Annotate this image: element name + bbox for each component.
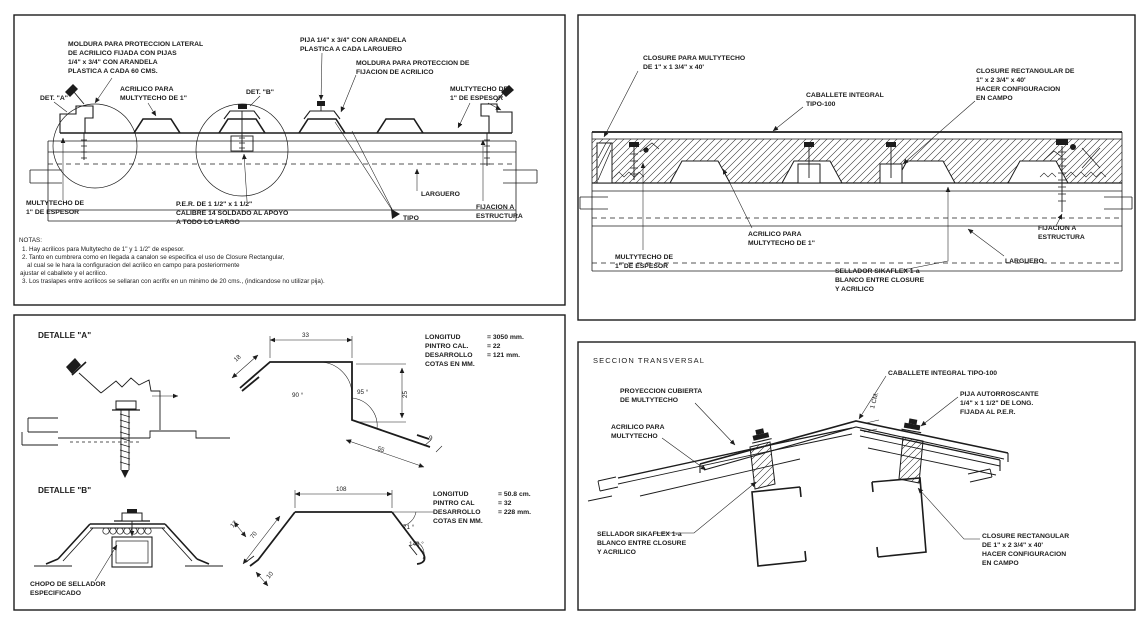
detalle-a-title: DETALLE "A" bbox=[38, 331, 92, 340]
label-chopo: ESPECIFICADO bbox=[30, 590, 81, 597]
spec-value: = 22 bbox=[487, 343, 501, 350]
panel-seccion-transversal bbox=[578, 342, 1135, 610]
note-line: 3. Los traslapes entre acrilicos se sellaran con acrifix en un minimo de 20 cms., (indicandose no utilizar pija). bbox=[22, 278, 325, 285]
label-fijacion: ESTRUCTURA bbox=[476, 213, 523, 220]
label-moldura-fijacion: FIJACION DE ACRILICO bbox=[356, 69, 434, 76]
bolt-head-icon bbox=[127, 509, 137, 513]
pija-head-icon bbox=[317, 101, 325, 106]
screw-head-icon bbox=[1056, 139, 1068, 145]
notes-title: NOTAS: bbox=[19, 237, 42, 244]
label-chopo: CHOPO DE SELLADOR bbox=[30, 581, 106, 588]
panel-detalles-frame bbox=[14, 315, 565, 610]
label-moldura-lateral: MOLDURA PARA PROTECCION LATERAL bbox=[68, 41, 204, 48]
spec-value: = 121 mm. bbox=[487, 352, 521, 359]
panel-cumbrera bbox=[578, 15, 1135, 320]
dim-pestana-a: 9 bbox=[429, 435, 433, 442]
bolt-dot-icon bbox=[643, 147, 648, 152]
label-multytecho: MULTYTECHO DE bbox=[615, 254, 674, 261]
label-multytecho-der: 1" DE ESPESOR bbox=[450, 95, 504, 102]
per-tube-section bbox=[112, 537, 152, 567]
dim-ceja-a: 18 bbox=[232, 353, 243, 364]
label-caballete: CABALLETE INTEGRAL TIPO-100 bbox=[888, 370, 998, 377]
dim-alma-a: 25 bbox=[402, 390, 409, 398]
spec-label: LONGITUD bbox=[425, 334, 461, 341]
label-sellador: Y ACRILICO bbox=[835, 286, 874, 293]
closure-blocks bbox=[749, 417, 923, 489]
dim-ceja2-b: 10 bbox=[265, 570, 276, 581]
label-multytecho-izq: 1" DE ESPESOR bbox=[26, 209, 80, 216]
label-acrilico: MULTYTECHO bbox=[611, 433, 658, 440]
screw-head-icon bbox=[804, 142, 814, 147]
label-fijacion: ESTRUCTURA bbox=[1038, 234, 1085, 241]
detalle-b-title: DETALLE "B" bbox=[38, 486, 92, 495]
label-acrilico: ACRILICO PARA bbox=[611, 424, 665, 431]
detalle-a-fastener-drawing bbox=[22, 358, 230, 478]
label-sellador: BLANCO ENTRE CLOSURE bbox=[597, 540, 687, 547]
purlin-beam bbox=[30, 141, 537, 221]
detail-b-cap-and-per bbox=[224, 104, 260, 152]
screw-head-icon bbox=[66, 358, 81, 374]
moldura-cap bbox=[304, 101, 340, 119]
label-tipo: TIPO bbox=[403, 215, 419, 222]
label-acrilico: MULTYTECHO DE 1" bbox=[120, 95, 187, 102]
label-pija-autorroscante: PIJA AUTORROSCANTE bbox=[960, 391, 1039, 398]
dim-ancho-b: 108 bbox=[336, 486, 347, 493]
dim-1cm-text: 1 CM. bbox=[869, 391, 881, 410]
label-closure-rectangular: HACER CONFIGURACION bbox=[976, 86, 1061, 93]
label-caballete: CABALLETE INTEGRAL bbox=[806, 92, 884, 99]
label-multytecho: 1" DE ESPESOR bbox=[615, 263, 669, 270]
screw-head-icon bbox=[886, 142, 896, 147]
label-pija-autorroscante: FIJADA AL P.E.R. bbox=[960, 409, 1016, 416]
label-proyeccion: PROYECCION CUBIERTA bbox=[620, 388, 703, 395]
spec-label: DESARROLLO bbox=[433, 509, 481, 516]
spec-label: PINTRO CAL bbox=[433, 500, 475, 507]
per-channels bbox=[752, 478, 926, 566]
detail-a-circle bbox=[53, 104, 137, 188]
label-larguero: LARGUERO bbox=[421, 191, 460, 198]
label-per: CALIBRE 14 SOLDADO AL APOYO bbox=[176, 210, 289, 217]
note-line: ajustar el caballete y el acrilico. bbox=[20, 270, 108, 277]
acrylic-and-hatch bbox=[592, 132, 1122, 183]
dim-ceja1-b: 12 bbox=[229, 519, 240, 530]
note-line: 1. Hay acrilicos para Multytecho de 1" y 1 1/2" de espesor. bbox=[22, 246, 185, 253]
spec-value: = 3050 mm. bbox=[487, 334, 524, 341]
panel-roof-section bbox=[14, 15, 565, 305]
label-closure-rectangular: DE 1" x 2 3/4" x 40' bbox=[982, 542, 1043, 549]
pija-icon bbox=[901, 417, 923, 432]
panel-detalles bbox=[14, 315, 565, 610]
label-pija: PLASTICA A CADA LARGUERO bbox=[300, 46, 403, 53]
label-acrilico: ACRILICO PARA bbox=[120, 86, 174, 93]
label-multytecho-der: MULTYTECHO DE bbox=[450, 86, 509, 93]
dim-faldon-a: 55 bbox=[376, 445, 386, 455]
label-closure-multytecho: CLOSURE PARA MULTYTECHO bbox=[643, 55, 746, 62]
spec-label: COTAS EN MM. bbox=[433, 518, 483, 525]
bolt-head-icon bbox=[238, 104, 247, 109]
screw-head-icon bbox=[629, 142, 639, 147]
spec-value: = 32 bbox=[498, 500, 512, 507]
label-acrilico: MULTYTECHO DE 1" bbox=[748, 240, 815, 247]
spec-label: DESARROLLO bbox=[425, 352, 473, 359]
label-multytecho-izq: MULTYTECHO DE bbox=[26, 200, 85, 207]
label-larguero: LARGUERO bbox=[1005, 258, 1044, 265]
label-sellador: Y ACRILICO bbox=[597, 549, 636, 556]
label-det-b: DET. "B" bbox=[246, 89, 274, 96]
note-line: al cual se le hara la configuracion del acrilico en campo para posteriormente bbox=[27, 262, 240, 269]
dim-angulo1-b: 71 ° bbox=[403, 524, 415, 531]
label-proyeccion: DE MULTYTECHO bbox=[620, 397, 679, 404]
pija-icon bbox=[749, 427, 771, 443]
label-sellador: BLANCO ENTRE CLOSURE bbox=[835, 277, 925, 284]
label-per: A TODO LO LARGO bbox=[176, 219, 240, 226]
panel-seccion-frame bbox=[578, 342, 1135, 610]
dim-angulo1-a: 90 ° bbox=[292, 392, 304, 399]
label-fijacion: FIJACION A bbox=[476, 204, 515, 211]
roof-sheet-profile bbox=[60, 119, 512, 133]
detalle-b-profile bbox=[234, 490, 434, 586]
label-closure-multytecho: DE 1" x 1 3/4" x 40' bbox=[643, 64, 704, 71]
label-pija-autorroscante: 1/4" x 1 1/2" DE LONG. bbox=[960, 400, 1034, 407]
spec-value: = 228 mm. bbox=[498, 509, 532, 516]
label-caballete: TIPO-100 bbox=[806, 101, 836, 108]
label-sellador: SELLADOR SIKAFLEX 1-a bbox=[835, 268, 920, 275]
label-per: P.E.R. DE 1 1/2" x 1 1/2" bbox=[176, 201, 253, 208]
label-pija: PIJA 1/4" x 3/4" CON ARANDELA bbox=[300, 37, 407, 44]
dim-ancho-a: 33 bbox=[302, 332, 310, 339]
label-closure-rectangular: EN CAMPO bbox=[976, 95, 1013, 102]
label-closure-rectangular: CLOSURE RECTANGULAR DE bbox=[976, 68, 1075, 75]
spec-label: LONGITUD bbox=[433, 491, 469, 498]
label-closure-rectangular: CLOSURE RECTANGULAR bbox=[982, 533, 1070, 540]
spec-label: COTAS EN MM. bbox=[425, 361, 475, 368]
bolt-dot-icon bbox=[1070, 144, 1076, 150]
label-moldura-lateral: 1/4" x 3/4" CON ARANDELA bbox=[68, 59, 158, 66]
label-sellador: SELLADOR SIKAFLEX 1-a bbox=[597, 531, 682, 538]
note-line: 2. Tanto en cumbrera como en llegada a canalon se especifica el uso de Closure Rectangular, bbox=[22, 254, 285, 261]
dim-angulo2-b: 148 ° bbox=[409, 541, 424, 548]
label-fijacion: FIJACION A bbox=[1038, 225, 1077, 232]
seccion-title: SECCION TRANSVERSAL bbox=[593, 356, 706, 365]
label-closure-rectangular: 1" x 2 3/4" x 40' bbox=[976, 77, 1026, 84]
spec-label: PINTRO CAL. bbox=[425, 343, 469, 350]
label-moldura-lateral: DE ACRILICO FIJADA CON PIJAS bbox=[68, 50, 177, 57]
dim-angulo2-a: 95 ° bbox=[357, 389, 369, 396]
label-closure-rectangular: EN CAMPO bbox=[982, 560, 1019, 567]
label-moldura-fijacion: MOLDURA PARA PROTECCION DE bbox=[356, 60, 470, 67]
label-det-a: DET. "A" bbox=[40, 95, 68, 102]
leader-lines bbox=[656, 376, 980, 539]
label-closure-rectangular: HACER CONFIGURACION bbox=[982, 551, 1067, 558]
ridge-cap bbox=[700, 421, 1008, 473]
label-moldura-lateral: PLASTICA A CADA 60 CMS. bbox=[68, 68, 158, 75]
spec-value: = 50.8 cm. bbox=[498, 491, 531, 498]
label-acrilico: ACRILICO PARA bbox=[748, 231, 802, 238]
detalle-a-profile bbox=[232, 336, 442, 467]
tipo-arrow-icon bbox=[391, 209, 400, 219]
screw-tip-icon bbox=[121, 470, 129, 478]
detalle-b-cap-drawing bbox=[34, 509, 223, 581]
dim-lado-b: 70 bbox=[249, 530, 259, 541]
